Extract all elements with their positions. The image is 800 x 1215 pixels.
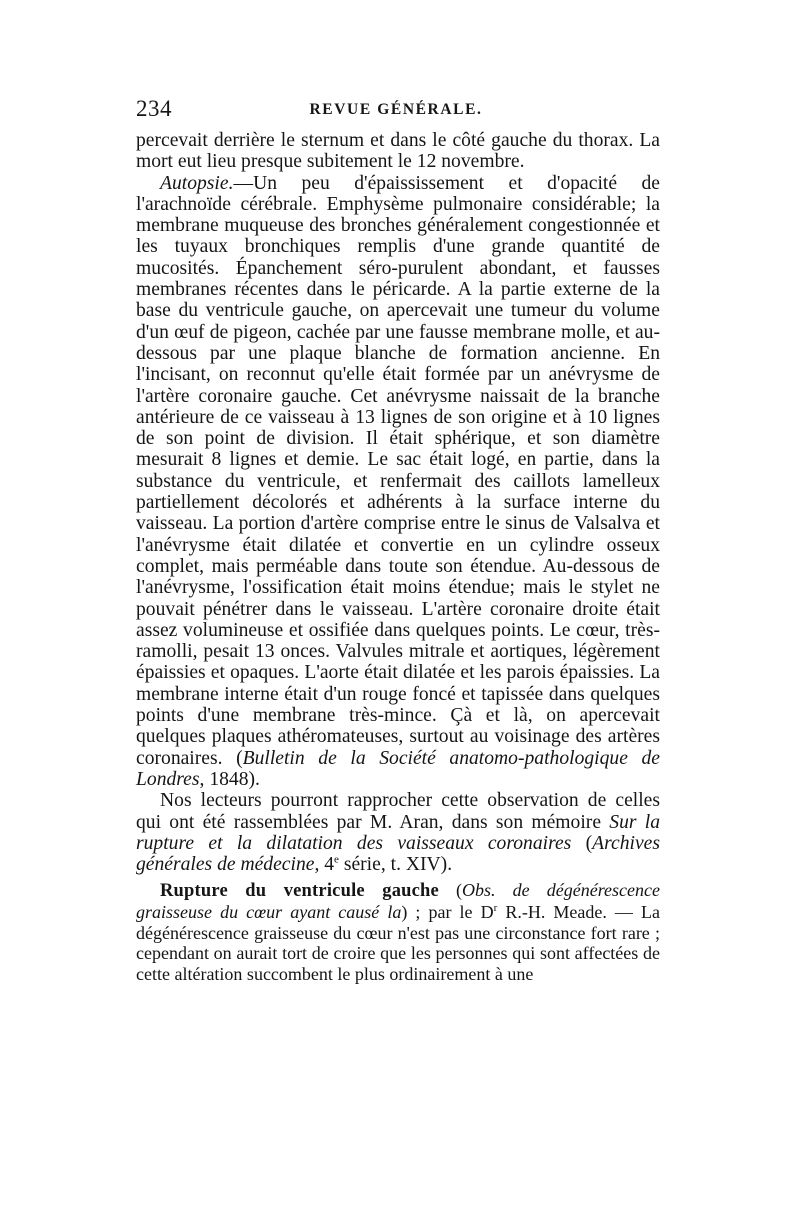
obs-open: ( (438, 880, 463, 900)
journal-title: Archives générales de médecine (136, 832, 660, 876)
paren-open: ( (571, 832, 593, 854)
reference-text: Nos lecteurs pourront rapprocher cette observation de celles qui ont été rassemblées par M. Aran, dans son mémoire (136, 790, 660, 833)
paragraph-reference (136, 790, 660, 875)
paragraph-death (136, 130, 660, 173)
paragraph-rupture (136, 880, 660, 985)
article-body (136, 130, 660, 875)
rupture-text: La dégénérescence graisseuse du cœur n'est pas une circonstance fort rare ; cependant on aurait tort de croire que les personnes qui sont affectées de cette altération succombent le plus ordinairement à une (136, 901, 660, 985)
obs-title: Obs. de dégénérescence graisseuse du cœur ayant causé la (136, 880, 660, 922)
autopsy-lead: Autopsie. (160, 172, 234, 194)
memoir-title: Sur la rupture et la dilatation des vaisseaux coronaires (136, 811, 660, 854)
paragraph-text: percevait derrière le sternum et dans le côté gauche du thorax. La mort eut lieu presque subitement le 12 novembre. (136, 130, 660, 173)
page-header (136, 96, 656, 122)
autopsy-text: —Un peu d'épaississement et d'opacité de l'arachnoïde cérébrale. Emphysème pulmonaire considérable; la membrane muqueuse des bronches généralement congestionnée et les tuyaux bronchiques remplis d'une grande quantité de mucosités. Épanchement séro-purulent abondant, et fausses membranes récentes dans le péricarde. A la partie externe de la base du ventricule gauche, on apercevait une tumeur du volume d'un œuf de pigeon, cachée par une fausse membrane molle, et au-dessous par une plaque blanche de formation ancienne. En l'incisant, on reconnut qu'elle était formée par un anévrysme de l'artère coronaire gauche. Cet anévrysme naissait de la branche antérieure de ce vaisseau à 13 lignes de son origine et à 10 lignes de son point de division. Il était sphérique, et son diamètre mesurait 8 lignes et demie. Le sac était logé, en partie, dans la substance du ventricule, et renfermait des caillots lamelleux partiellement décolorés et adhérents à la surface interne du vaisseau. La portion d'artère comprise entre le sinus de Valsalva et l'anévrysme était dilatée et convertie en un cylindre osseux complet, mais perméable dans toute son étendue. Au-dessous de l'anévrysme, l'ossification était moins étendue; mais le stylet ne pouvait pénétrer dans le vaisseau. L'artère coronaire droite était assez volumineuse et ossifiée dans quelques points. Le cœur, très-ramolli, pesait 13 onces. Valvules mitrale et aortiques, légèrement épaissies et opaques. L'aorte était dilatée et les parois épaissies. La membrane interne était d'un rouge foncé et tapissée dans quelques points d'une membrane très-mince. Çà et là, on apercevait quelques plaques athéromateuses, surtout au voisinage des artères coronaires. ( (136, 172, 660, 769)
page-number: 234 (136, 96, 172, 121)
source-title: Bulletin de la Société anatomo-pathologique de Londres (136, 747, 661, 790)
author-superscript: r (493, 901, 498, 914)
paragraph-autopsy (136, 173, 660, 791)
section-headline: Rupture du ventricule gauche (160, 881, 439, 901)
series-superscript: e (334, 853, 339, 866)
series-end: série, t. XIV). (338, 854, 453, 876)
author-part: ) ; par le D (401, 901, 494, 922)
series-prefix: , 4 (314, 854, 335, 876)
source-end: , 1848). (199, 768, 260, 790)
running-head: REVUE GÉNÉRALE. (309, 101, 483, 118)
section-rupture (136, 880, 660, 985)
author-name: R.-H. Meade. — (497, 901, 633, 922)
